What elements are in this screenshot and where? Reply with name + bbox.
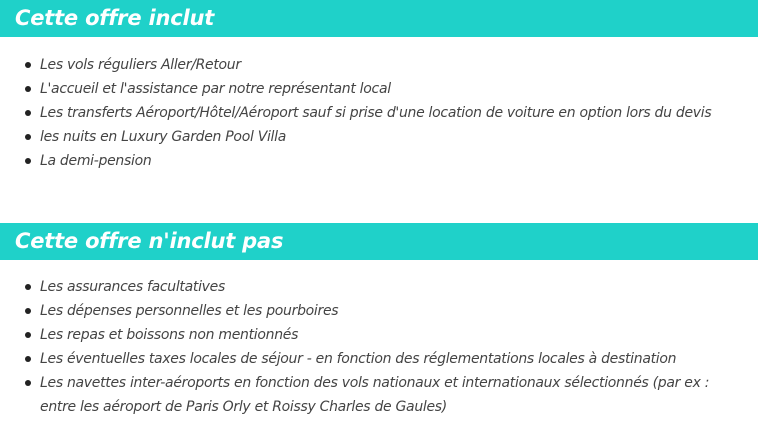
- includes-item-text: Les transferts Aéroport/Hôtel/Aéroport sauf si prise d'une location de voiture en option lors du devis: [40, 105, 712, 121]
- includes-list: [0, 53, 758, 173]
- includes-item: [0, 77, 758, 101]
- bullet-icon: [25, 110, 31, 116]
- includes-item-text: La demi-pension: [40, 153, 152, 169]
- excludes-item: [0, 371, 758, 419]
- includes-title: Cette offre inclut: [15, 6, 215, 30]
- excludes-item: [0, 275, 758, 299]
- includes-item: [0, 101, 758, 125]
- excludes-item-text: Les navettes inter-aéroports en fonction des vols nationaux et internationaux sélectionnés (par ex : entre les aéroport de Paris Orly et Roissy Charles de Gaules): [40, 375, 710, 415]
- excludes-section: [0, 223, 758, 419]
- excludes-item: [0, 323, 758, 347]
- bullet-icon: [25, 158, 31, 164]
- excludes-header: [0, 223, 758, 260]
- includes-item: [0, 53, 758, 77]
- includes-section: [0, 0, 758, 173]
- bullet-icon: [25, 356, 31, 362]
- excludes-item-text: Les repas et boissons non mentionnés: [40, 327, 299, 343]
- bullet-icon: [25, 62, 31, 68]
- excludes-title: Cette offre n'inclut pas: [15, 229, 284, 253]
- includes-item-text: Les vols réguliers Aller/Retour: [40, 57, 241, 73]
- bullet-icon: [25, 284, 31, 290]
- bullet-icon: [25, 380, 31, 386]
- excludes-item-text: Les dépenses personnelles et les pourboires: [40, 303, 339, 319]
- excludes-item: [0, 347, 758, 371]
- bullet-icon: [25, 134, 31, 140]
- bullet-icon: [25, 308, 31, 314]
- excludes-item-text: Les éventuelles taxes locales de séjour - en fonction des réglementations locales à destination: [40, 351, 677, 367]
- includes-header: [0, 0, 758, 37]
- bullet-icon: [25, 86, 31, 92]
- excludes-item: [0, 299, 758, 323]
- includes-item: [0, 125, 758, 149]
- excludes-list: [0, 275, 758, 419]
- includes-item-text: L'accueil et l'assistance par notre représentant local: [40, 81, 391, 97]
- excludes-item-text: Les assurances facultatives: [40, 279, 225, 295]
- bullet-icon: [25, 332, 31, 338]
- includes-item: [0, 149, 758, 173]
- includes-item-text: les nuits en Luxury Garden Pool Villa: [40, 129, 287, 145]
